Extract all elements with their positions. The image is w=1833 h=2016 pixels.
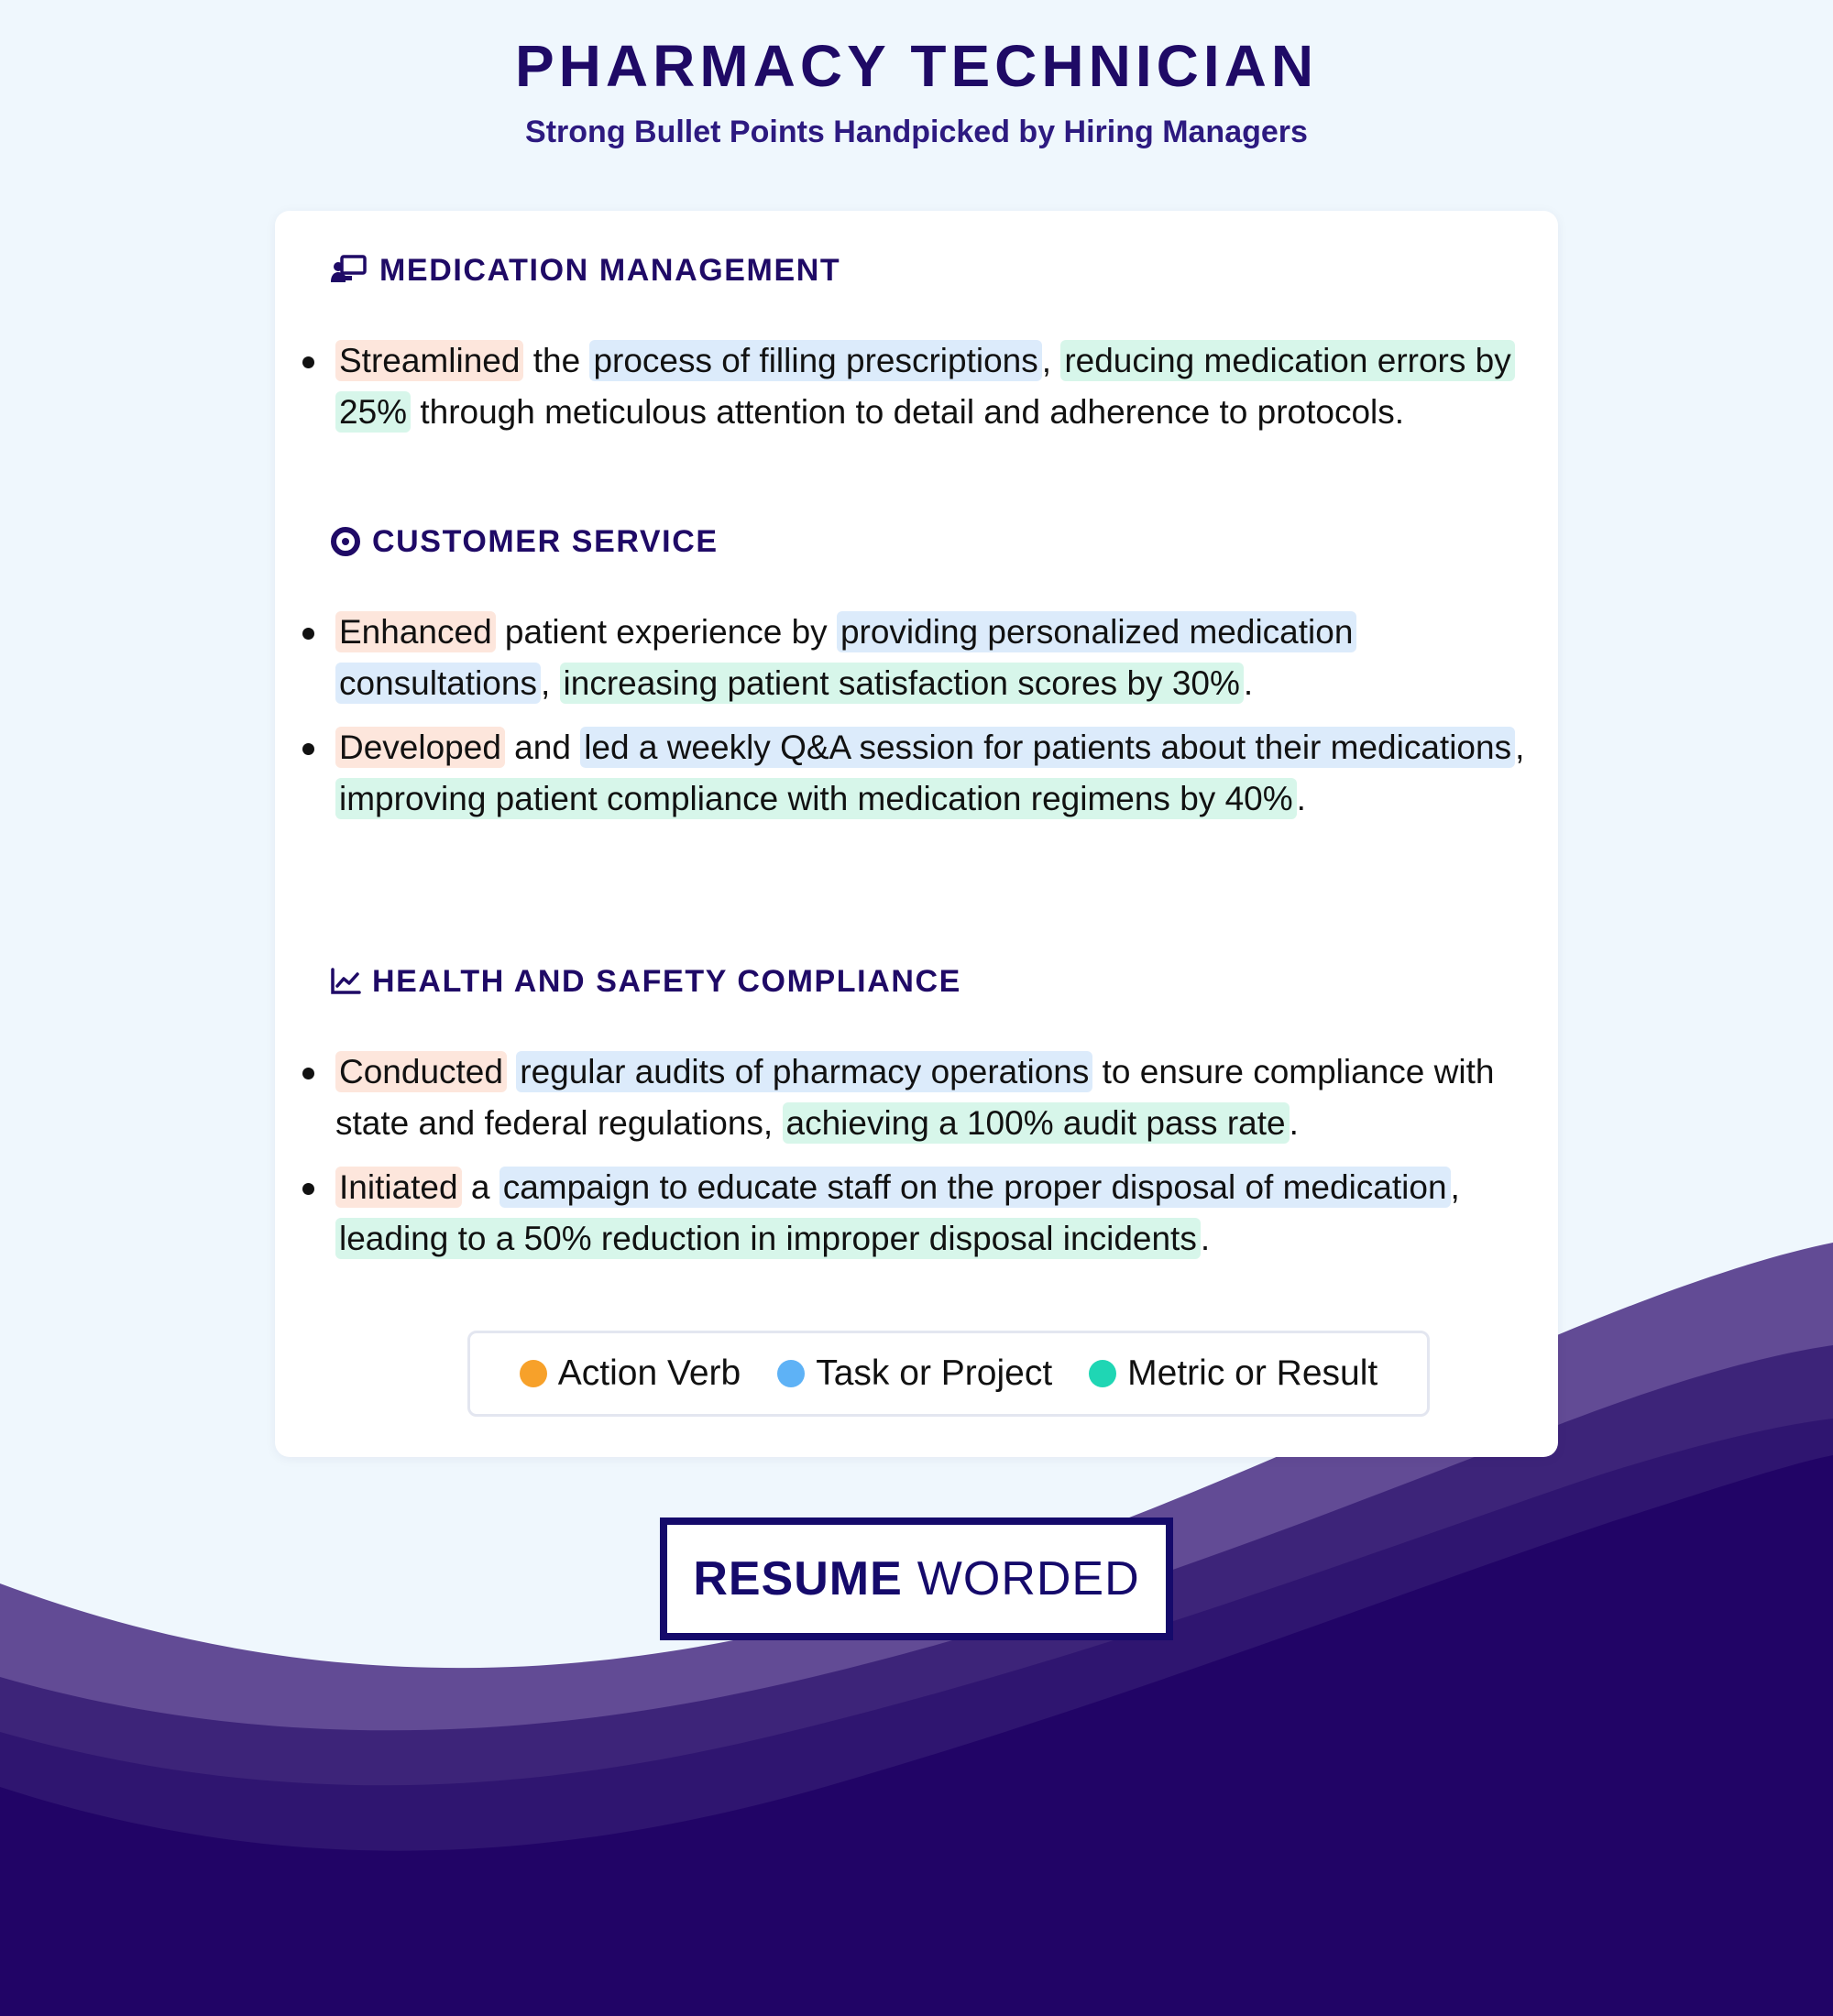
- presentation-icon: [330, 252, 367, 289]
- resume-worded-logo: [660, 1517, 1173, 1640]
- section-header: [275, 249, 1558, 291]
- bullet-list: [275, 335, 1558, 438]
- bullet-text: ,: [540, 664, 560, 702]
- task-highlight: process of filling prescriptions: [589, 340, 1041, 381]
- page-subtitle: Strong Bullet Points Handpicked by Hiring Managers: [525, 115, 1308, 149]
- legend-dot-icon: [1089, 1360, 1116, 1387]
- legend-label: Task or Project: [816, 1353, 1053, 1393]
- page-title: PHARMACY TECHNICIAN: [514, 33, 1319, 99]
- bullet-text: and: [504, 729, 581, 766]
- bullet-dot: [302, 1068, 314, 1079]
- bullet-dot: [302, 1183, 314, 1195]
- task-highlight: led a weekly Q&A session for patients about their medications: [580, 727, 1515, 768]
- metric-highlight: achieving a 100% audit pass rate: [783, 1102, 1290, 1144]
- bullet-item: [275, 607, 1558, 709]
- highlight-legend: [467, 1331, 1430, 1417]
- action-verb-highlight: Conducted: [335, 1051, 507, 1092]
- bullet-text: the: [523, 342, 590, 379]
- bullet-list: [275, 1046, 1558, 1265]
- bullet-item: [275, 1162, 1558, 1265]
- logo-text-light: WORDED: [916, 1552, 1140, 1605]
- action-verb-highlight: Streamlined: [335, 340, 523, 381]
- bullet-text: [507, 1053, 516, 1090]
- bullet-dot: [302, 743, 314, 755]
- metric-highlight: reducing medication errors by 25%: [335, 340, 1515, 433]
- bullet-text: through meticulous attention to detail and adherence to protocols.: [411, 393, 1405, 431]
- legend-dot-icon: [777, 1360, 805, 1387]
- legend-item: [1089, 1353, 1377, 1394]
- section-title: HEALTH AND SAFETY COMPLIANCE: [372, 963, 961, 999]
- bullet-text: .: [1289, 1104, 1299, 1142]
- legend-item: [777, 1353, 1052, 1394]
- bullet-item: [275, 1046, 1558, 1149]
- page-header: [0, 31, 1833, 150]
- bullet-item: [275, 722, 1558, 825]
- metric-highlight: improving patient compliance with medication regimens by 40%: [335, 778, 1297, 819]
- bullet-text: ,: [1041, 342, 1061, 379]
- logo-text-bold: RESUME: [693, 1552, 903, 1605]
- metric-highlight: leading to a 50% reduction in improper disposal incidents: [335, 1218, 1201, 1259]
- section-header: [275, 520, 1558, 563]
- legend-label: Metric or Result: [1127, 1353, 1378, 1393]
- section-header: [275, 960, 1558, 1003]
- section-customer-service: [275, 520, 1558, 838]
- section-title: CUSTOMER SERVICE: [372, 523, 719, 559]
- section-title: MEDICATION MANAGEMENT: [379, 252, 841, 288]
- section-medication-management: [275, 249, 1558, 451]
- bullet-text: to ensure compliance with state and federal regulations,: [335, 1053, 1495, 1142]
- action-verb-highlight: Initiated: [335, 1167, 462, 1208]
- bullet-text: a: [461, 1168, 499, 1206]
- bullet-points-card: [275, 211, 1558, 1457]
- legend-dot-icon: [520, 1360, 547, 1387]
- target-circle-icon: [330, 523, 367, 560]
- action-verb-highlight: Developed: [335, 727, 505, 768]
- bullet-item: [275, 335, 1558, 438]
- task-highlight: providing personalized medication consultations: [335, 611, 1356, 704]
- bullet-text: patient experience by: [495, 613, 837, 651]
- legend-label: Action Verb: [557, 1353, 741, 1393]
- bullet-text: ,: [1515, 729, 1525, 766]
- section-health-and-safety-compliance: [275, 960, 1558, 1277]
- legend-item: [520, 1353, 741, 1394]
- metric-highlight: increasing patient satisfaction scores by 30%: [560, 663, 1244, 704]
- bullet-text: .: [1296, 780, 1306, 817]
- bullet-text: .: [1243, 664, 1254, 702]
- bullet-text: ,: [1450, 1168, 1460, 1206]
- action-verb-highlight: Enhanced: [335, 611, 496, 652]
- task-highlight: campaign to educate staff on the proper disposal of medication: [499, 1167, 1451, 1208]
- bullet-dot: [302, 356, 314, 368]
- task-highlight: regular audits of pharmacy operations: [516, 1051, 1092, 1092]
- line-chart-icon: [330, 963, 367, 1000]
- bullet-list: [275, 607, 1558, 825]
- bullet-text: .: [1200, 1220, 1211, 1257]
- bullet-dot: [302, 628, 314, 640]
